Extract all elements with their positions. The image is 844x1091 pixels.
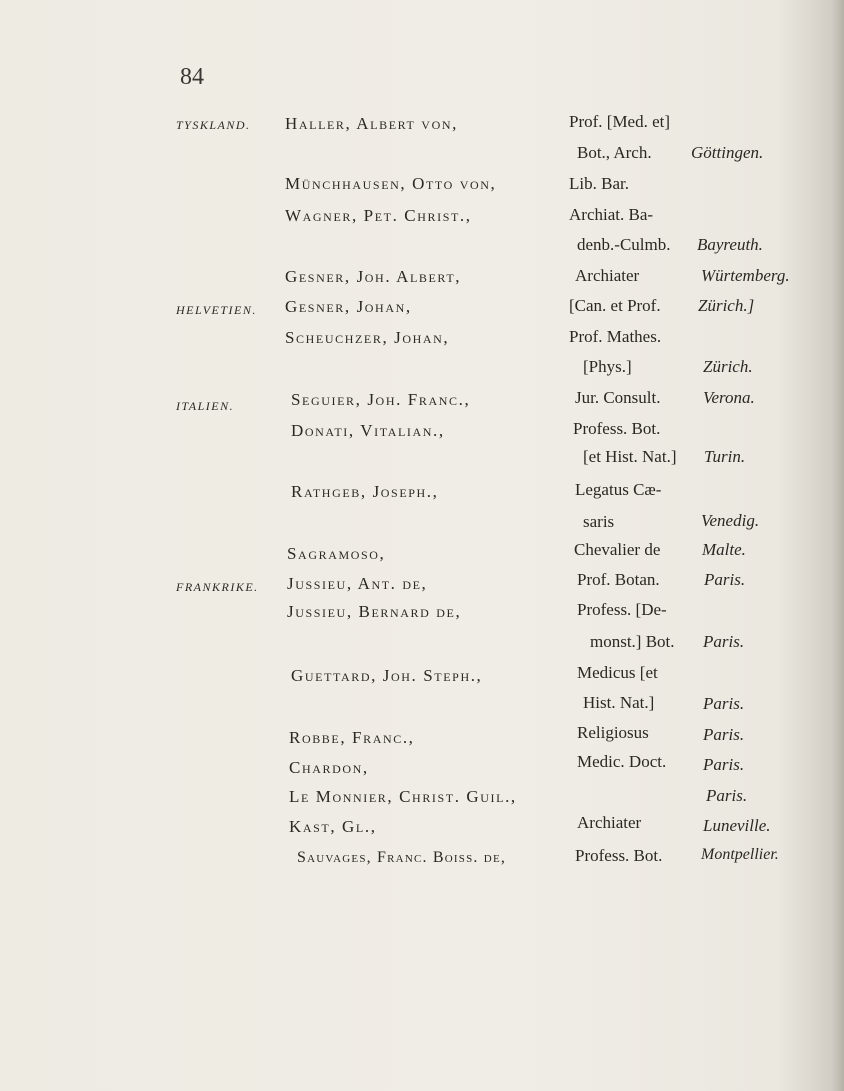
entry-name: Seguier, Joh. Franc., [291,390,471,409]
book-spine-shadow [830,0,844,1091]
page-number: 84 [180,64,204,90]
entry-title: Hist. Nat.] [583,693,655,712]
entry-name: Jussieu, Bernard de, [287,602,462,621]
entry-title: Medicus [et [577,663,658,682]
entry-place: Paris. [703,725,745,744]
entry-title: Prof. Botan. [577,570,660,589]
entry-name: Chardon, [289,758,369,777]
entry-title: Bot., Arch. [577,143,652,162]
entry-title: Prof. Mathes. [569,327,662,346]
entry-title: Archiater [575,266,640,285]
entry-title: Lib. Bar. [569,174,629,193]
entry-title: Archiater [577,813,642,832]
entry-title: monst.] Bot. [590,632,675,651]
entry-place: Luneville. [703,816,771,835]
country-frankrike: FRANKRIKE. [176,580,259,594]
entry-title: Jur. Consult. [575,388,661,407]
entry-title: Archiat. Ba- [569,205,654,224]
entry-place: Würtemberg. [701,266,790,285]
entry-place: Venedig. [701,511,760,530]
entry-title: [Can. et Prof. [569,296,661,315]
entry-name: Münchhausen, Otto von, [285,174,497,193]
entry-title: denb.-Culmb. [577,235,671,254]
country-italien: ITALIEN. [176,399,235,413]
entry-name: Wagner, Pet. Christ., [285,206,472,225]
entry-title: Prof. [Med. et] [569,112,671,131]
entry-name: Jussieu, Ant. de, [287,574,428,593]
entry-title: Religiosus [577,723,649,742]
entry-place: Paris. [703,755,745,774]
entry-title: Profess. Bot. [575,846,663,865]
entry-title: Chevalier de [574,540,661,559]
entry-name: Sauvages, Franc. Boiss. de, [297,849,507,866]
entry-name: Haller, Albert von, [285,114,458,133]
entry-name: Gesner, Johan, [285,297,412,316]
entry-name: Guettard, Joh. Steph., [291,666,483,685]
entry-title: Profess. [De- [577,600,667,619]
entry-place: Paris. [706,786,748,805]
entry-name: Robbe, Franc., [289,728,415,747]
entry-name: Kast, Gl., [289,817,377,836]
entry-title: saris [583,512,615,531]
entry-place: Malte. [702,540,746,559]
entry-title: [et Hist. Nat.] [583,447,677,466]
country-tyskland: TYSKLAND. [176,118,251,132]
entry-place: Paris. [703,632,745,651]
entry-place: Montpellier. [701,846,779,863]
entry-name: Sagramoso, [287,544,386,563]
entry-title: Profess. Bot. [573,419,661,438]
entry-name: Rathgeb, Joseph., [291,482,439,501]
entry-place: Zürich. [703,357,753,376]
entry-name: Le Monnier, Christ. Guil., [289,787,517,806]
country-helvetien: HELVETIEN. [176,303,257,317]
entry-name: Scheuchzer, Johan, [285,328,450,347]
entry-place: Göttingen. [691,143,764,162]
entry-place: Bayreuth. [697,235,763,254]
entry-place: Zürich.] [698,296,755,315]
entry-name: Gesner, Joh. Albert, [285,267,462,286]
entry-title: Medic. Doct. [577,752,667,771]
entry-place: Paris. [704,570,746,589]
entry-place: Paris. [703,694,745,713]
entry-place: Turin. [704,447,746,466]
entry-title: [Phys.] [583,357,632,376]
entry-title: Legatus Cæ- [575,480,662,499]
entry-place: Verona. [703,388,755,407]
entry-name: Donati, Vitalian., [291,421,445,440]
